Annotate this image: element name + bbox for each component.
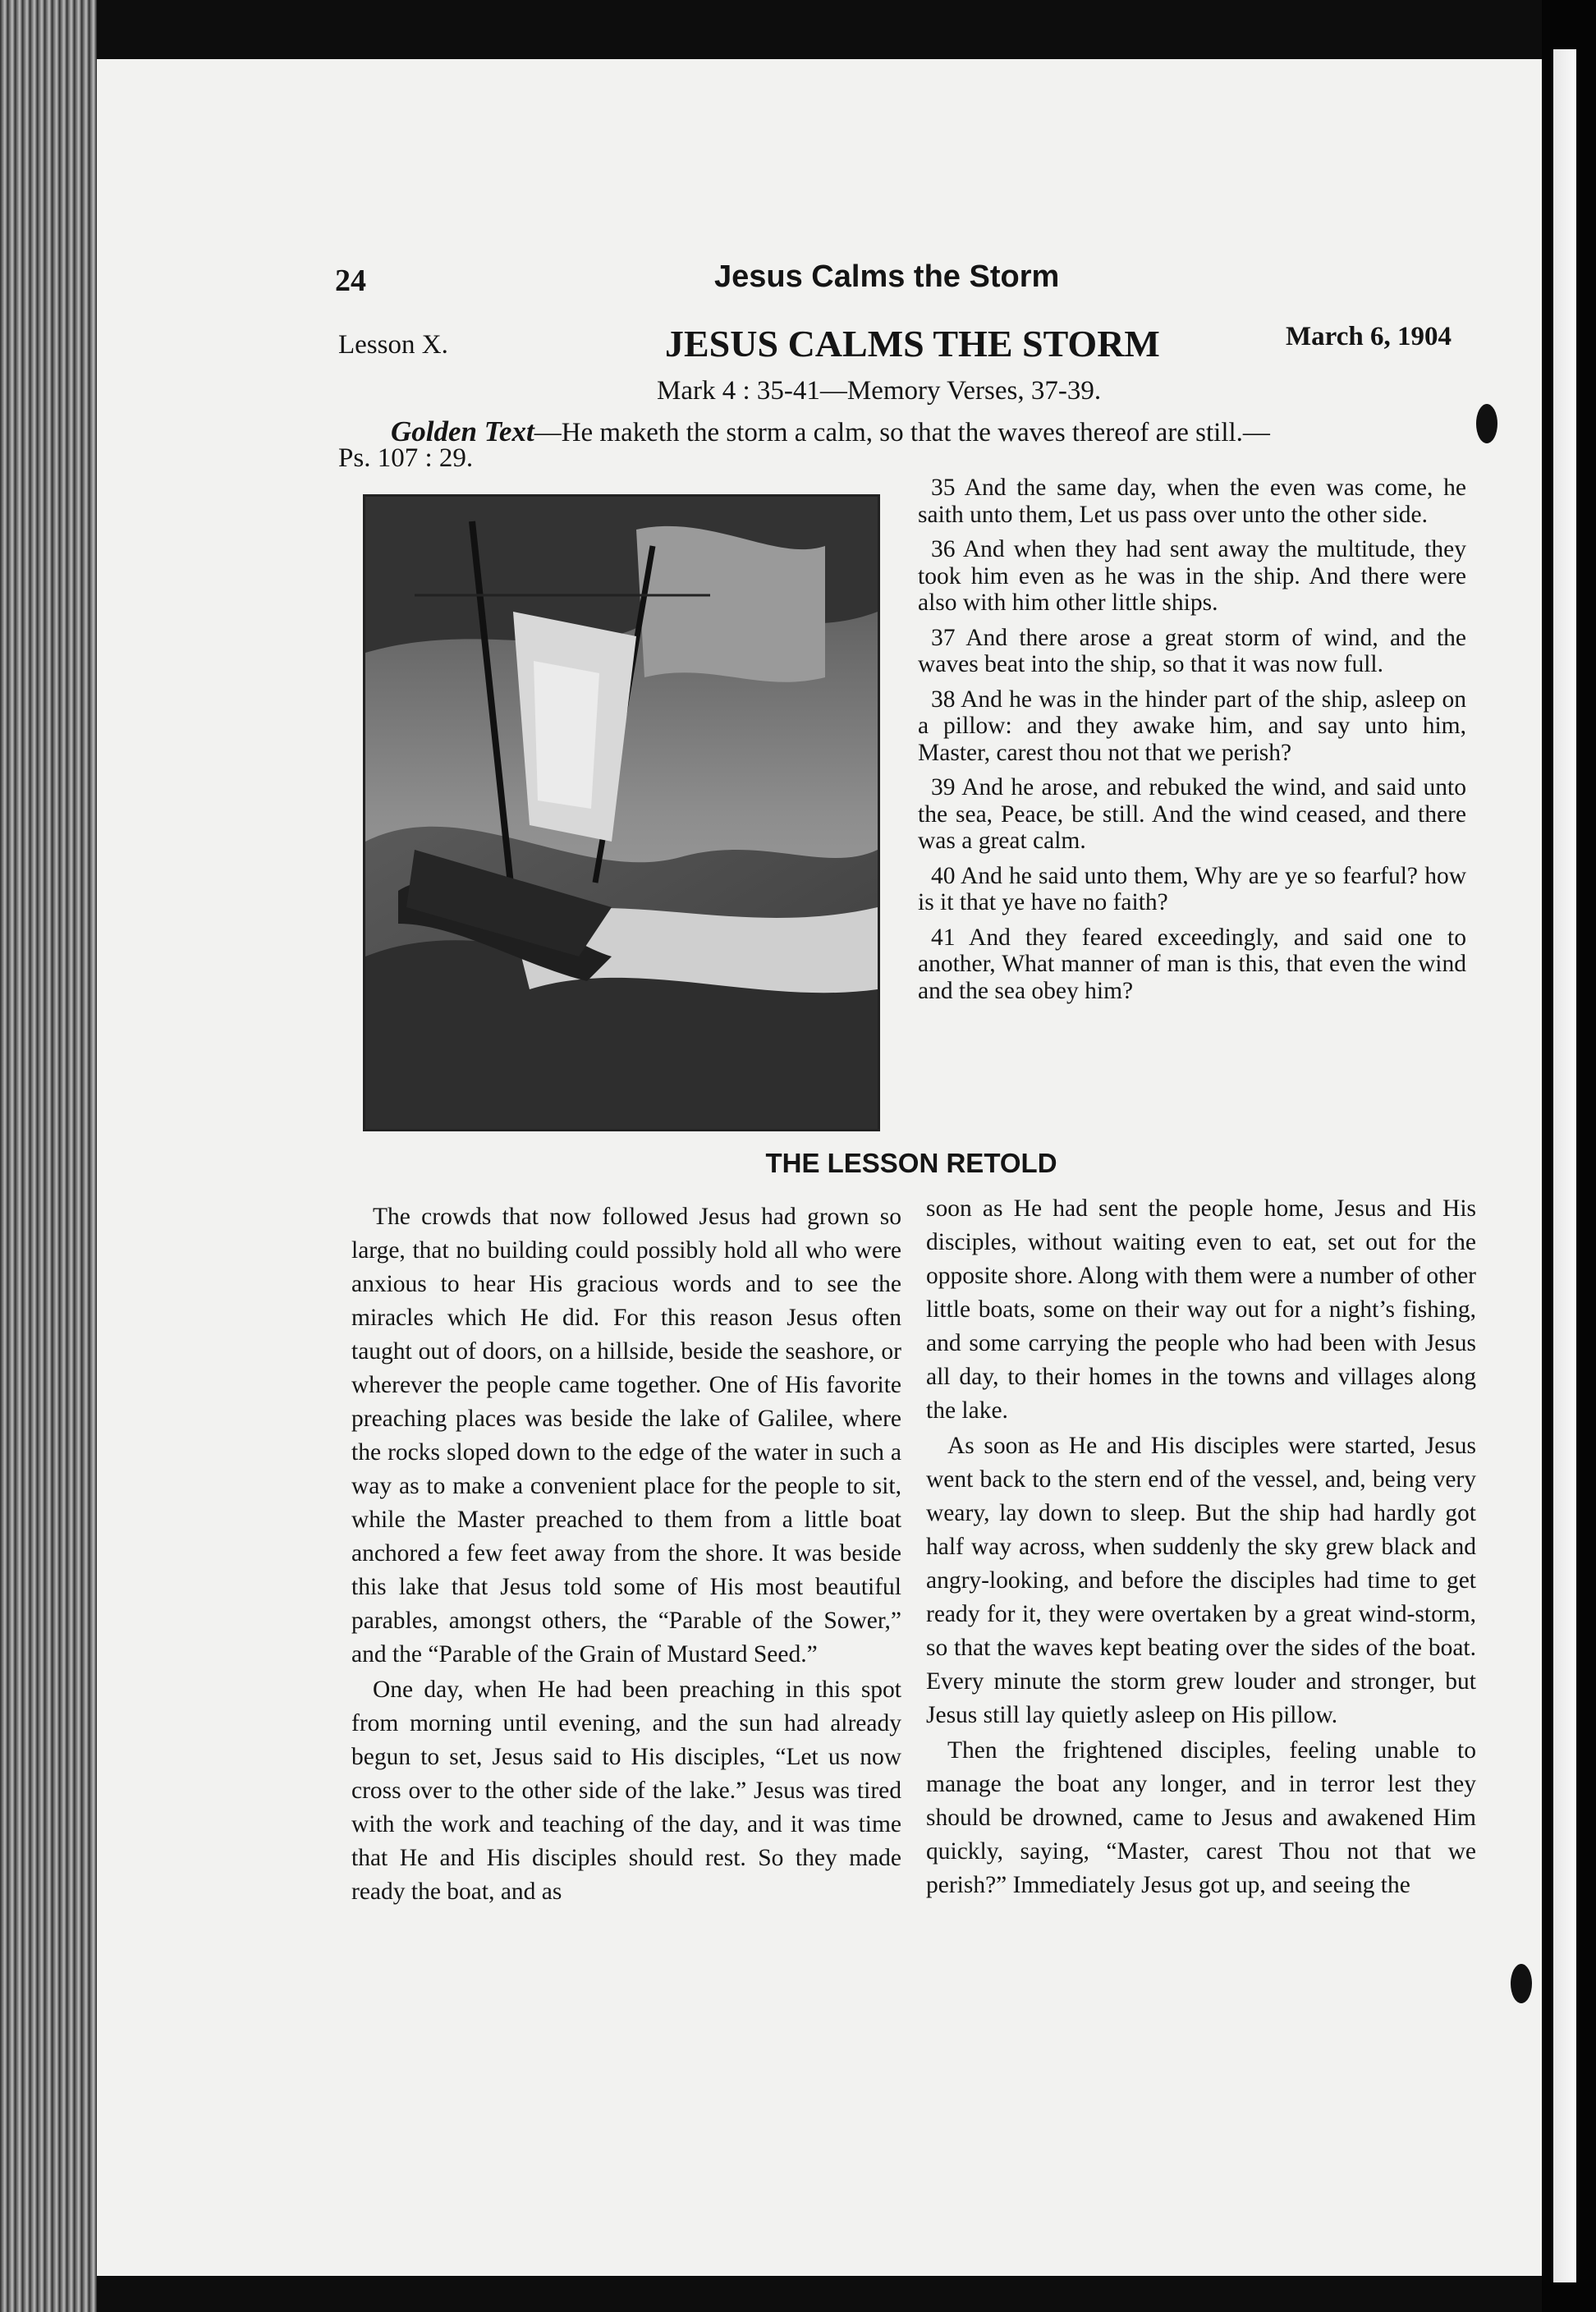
verse-40: 40 And he said unto them, Why are ye so fearful? how is it that ye have no faith?	[918, 862, 1466, 915]
lesson-number: Lesson X.	[338, 330, 448, 360]
verse-37: 37 And there arose a great storm of wind, and the waves beat into the ship, so that it was now full.	[918, 624, 1466, 677]
verse-41: 41 And they feared exceedingly, and said one to another, What manner of man is this, that even the wind and the sea obey him?	[918, 924, 1466, 1004]
storm-ship-illustration	[363, 494, 880, 1131]
verse-38: 38 And he was in the hinder part of the ship, asleep on a pillow: and they awake him, and say unto him, Master, carest thou not that we perish?	[918, 686, 1466, 766]
golden-text	[391, 415, 1270, 448]
verse-39: 39 And he arose, and rebuked the wind, and said unto the sea, Peace, be still. And the wind ceased, and there was a great calm.	[918, 774, 1466, 854]
storm-ship-icon	[365, 497, 878, 1129]
verse-35: 35 And the same day, when the even was come, he saith unto them, Let us pass over unto the other side.	[918, 475, 1466, 528]
golden-text-source: Ps. 107 : 29.	[338, 443, 474, 473]
retold-column-right	[926, 1192, 1476, 1904]
scripture-verses	[918, 475, 1466, 1012]
retold-paragraph: One day, when He had been preaching in this spot from morning until evening, and the sun had already begun to set, Jesus said to His disciples, “Let us now cross over to the other side of the lake.” Jesus was tired with the work and teaching of the day, and it was time that He and His disciples should rest. So they made ready the boat, and as	[351, 1677, 901, 1905]
lesson-retold-heading: THE LESSON RETOLD	[765, 1148, 1057, 1178]
page-number: 24	[335, 264, 366, 298]
retold-paragraph: The crowds that now followed Jesus had grown so large, that no building could possibly hold all who were anxious to hear His gracious words and to see the miracles which He did. For this reason Jesus often taught out of doors, on a hillside, beside the seashore, or wherever the people came together. One of His favorite preaching places was beside the lake of Galilee, where the rocks sloped down to the edge of the water in such a way as to make a convenient place for the people to sit, while the Master preached to them from a little boat anchored a few feet away from the shore. It was beside this lake that Jesus told some of His most beautiful parables, amongst others, the “Parable of the Sower,” and the “Parable of the Grain of Mustard Seed.”	[351, 1204, 901, 1667]
retold-paragraph: soon as He had sent the people home, Jesus and His disciples, without waiting even to eat, set out for the opposite shore. Along with them were a number of other little boats, some on their way out for a night’s fishing, and some carrying the people who had been with Jesus all day, to their homes in the towns and villages along the lake.	[926, 1195, 1476, 1424]
punch-hole-icon	[1511, 1964, 1532, 2003]
running-title: Jesus Calms the Storm	[714, 259, 1060, 294]
retold-column-left	[351, 1200, 901, 1911]
retold-paragraph: Then the frightened disciples, feeling unable to manage the boat any longer, and in terror lest they should be drowned, came to Jesus and awakened Him quickly, saying, “Master, carest Thou not that we perish?” Immediately Jesus got up, and seeing the	[926, 1737, 1476, 1898]
golden-text-body: —He maketh the storm a calm, so that the waves thereof are still.—	[534, 418, 1270, 447]
lesson-date: March 6, 1904	[1286, 322, 1452, 351]
retold-paragraph: As soon as He and His disciples were started, Jesus went back to the stern end of the vessel, and, being very weary, lay down to sleep. But the ship had hardly got half way across, when suddenly the sky grew black and angry-looking, and before the disciples had time to get ready for it, they were overtaken by a great wind-storm, so that the waves kept beating over the sides of the boat. Every minute the storm grew louder and stronger, but Jesus still lay quietly asleep on His pillow.	[926, 1433, 1476, 1728]
verse-36: 36 And when they had sent away the multitude, they took him even as he was in the ship. And there were also with him other little ships.	[918, 536, 1466, 616]
golden-text-label: Golden Text	[391, 415, 534, 447]
punch-hole-icon	[1476, 404, 1497, 443]
scripture-reference: Mark 4 : 35-41—Memory Verses, 37-39.	[657, 376, 1102, 406]
lesson-title: JESUS CALMS THE STORM	[665, 323, 1160, 365]
